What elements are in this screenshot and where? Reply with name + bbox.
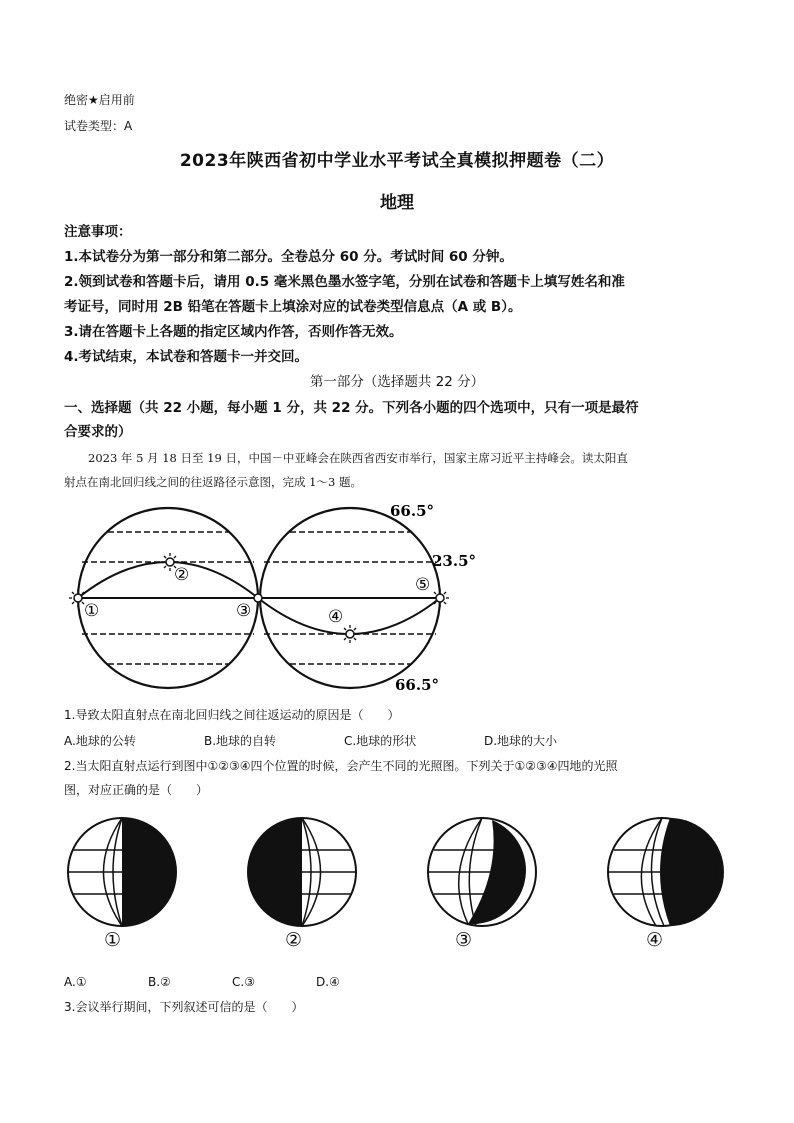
note-item: 3.请在答题卡上各题的指定区域内作答，否则作答无效。 [64,324,403,340]
marker-5: ⑤ [415,575,431,595]
intro-text-cont: 射点在南北回归线之间的往返路径示意图，完成 1～3 题。 [64,475,362,489]
path-arc-north [78,562,258,598]
subject-title: 地理 [380,193,414,213]
marker-3: ③ [236,601,252,621]
marker-2: ② [174,565,190,585]
lat-label-tropic: 23.5° [432,552,477,570]
globe-figure-1 [68,818,176,926]
part1-heading: 第一部分（选择题共 22 分） [309,374,485,390]
globe-figure-4 [608,818,724,926]
secret-label: 绝密★启用前 [64,93,135,107]
globe-label-3: ③ [455,929,473,951]
sun-icon-3 [249,589,267,607]
globe-label-4: ④ [646,929,664,951]
q1-option-d[interactable]: D.地球的大小 [484,734,558,748]
globe-label-2: ② [285,929,303,951]
note-item: 4.考试结束，本试卷和答题卡一并交回。 [64,349,309,365]
q2-stem: 2.当太阳直射点运行到图中①②③④四个位置的时候，会产生不同的光照图。下列关于①②③④四地的光照 [64,759,618,773]
marker-4: ④ [328,607,344,627]
q1-option-a[interactable]: A.地球的公转 [64,734,136,748]
globe-label-1: ① [104,929,122,951]
section-heading: 一、选择题（共 22 小题，每小题 1 分，共 22 分。下列各小题的四个选项中，只有一项是最符 [64,400,639,416]
q3-stem: 3.会议举行期间，下列叙述可信的是（ ） [64,1000,304,1014]
lat-label-bottom: 66.5° [395,676,440,694]
lat-label-top: 66.5° [390,502,435,520]
q1-option-b[interactable]: B.地球的自转 [204,734,277,748]
notes-heading: 注意事项： [64,224,132,240]
sun-icon-5 [431,589,449,607]
page-title: 2023年陕西省初中学业水平考试全真模拟押题卷（二） [179,151,615,171]
sun-path-diagram [60,490,480,700]
q1-stem: 1.导致太阳直射点在南北回归线之间往返运动的原因是（ ） [64,708,400,722]
q2-option-a[interactable]: A.① [64,975,87,989]
q2-stem-cont: 图，对应正确的是（ ） [64,783,209,797]
path-arc-south [258,598,440,634]
paper-type-label: 试卷类型：A [64,119,133,133]
section-heading-cont: 合要求的） [64,424,132,440]
note-item: 2.领到试卷和答题卡后，请用 0.5 毫米黑色墨水签字笔，分别在试卷和答题卡上填写姓名和准 [64,274,625,290]
note-item: 1.本试卷分为第一部分和第二部分。全卷总分 60 分。考试时间 60 分钟。 [64,249,513,265]
marker-1: ① [84,601,100,621]
q1-option-c[interactable]: C.地球的形状 [344,734,417,748]
q2-option-b[interactable]: B.② [148,975,171,989]
illumination-figures [60,810,740,960]
note-item: 考证号，同时用 2B 铅笔在答题卡上填涂对应的试卷类型信息点（A 或 B）。 [64,299,522,315]
globe-figure-3 [428,818,536,926]
sun-icon-4 [341,625,359,643]
globe-figure-2 [248,818,356,926]
q2-option-d[interactable]: D.④ [316,975,340,989]
intro-text: 2023 年 5 月 18 日至 19 日，中国－中亚峰会在陕西省西安市举行，国家主席习近平主持峰会。读太阳直 [88,451,628,465]
q2-option-c[interactable]: C.③ [232,975,255,989]
